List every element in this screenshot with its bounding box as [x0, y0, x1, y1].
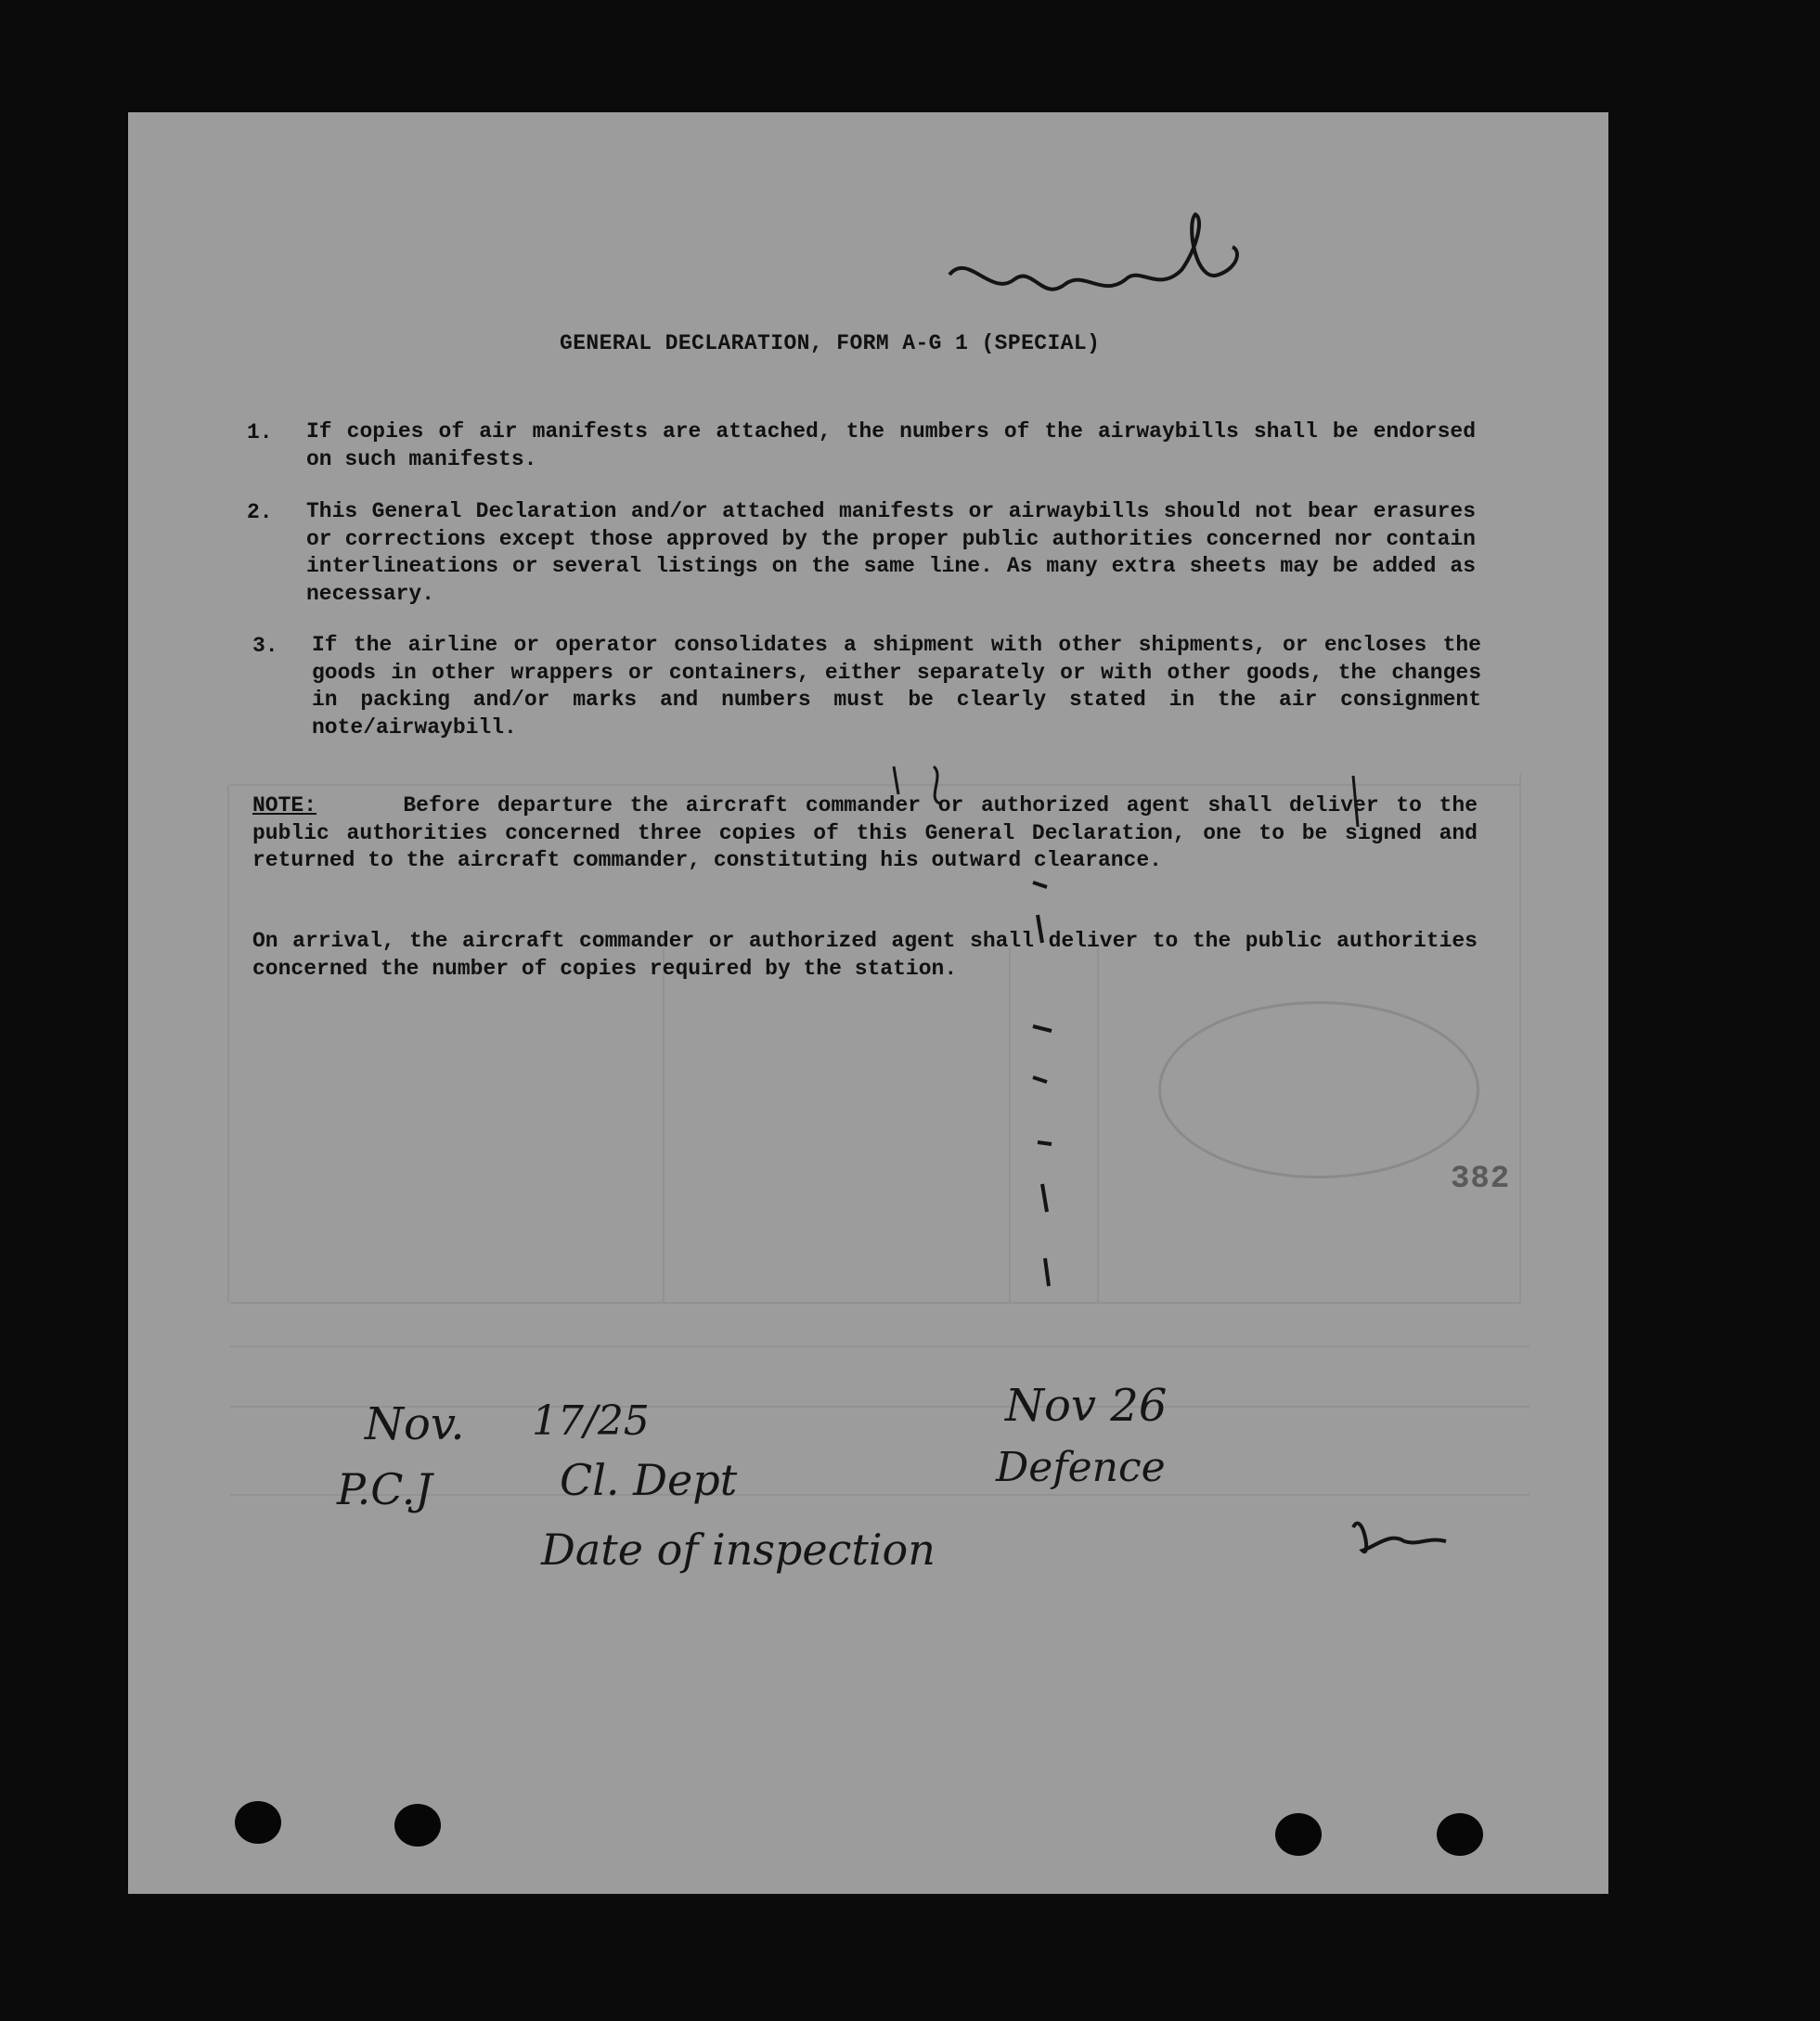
signature-top [949, 214, 1237, 290]
stamp-number: 382 [1451, 1162, 1511, 1197]
note-text: Before departure the aircraft commander or authorized agent shall deliver to the public authorities concerned three copies of this General Declaration, one to be signed and returned to the aircraft commander, constituting his outward clearance. [252, 793, 1478, 872]
item-3-text: If the airline or operator consolidates a shipment with other shipments, or encloses the goods in other wrappers or containers, either separately or with other goods, the changes in packing and/or marks and numbers must be clearly stated in the air consignment note/airwaybill. [312, 633, 1481, 740]
document-page [128, 112, 1608, 1894]
hw-line1-mid: 17/25 [532, 1397, 650, 1445]
note-label: NOTE: [252, 793, 317, 817]
hw-line1-left: Nov. [365, 1398, 465, 1450]
item-1-text: If copies of air manifests are attached, the numbers of the airwaybills shall be endorsed on such manifests. [306, 419, 1476, 471]
item-2-text: This General Declaration and/or attached manifests or airwaybills should not bear erasures or corrections except those approved by the proper public authorities concerned nor contain interlineations or several listings on the same line. As many extra sheets may be added as necessary. [306, 499, 1476, 606]
item-1-number: 1. [247, 420, 273, 444]
handwritten-annotations [128, 112, 1608, 1894]
hw-line2-right: Defence [996, 1444, 1166, 1491]
punch-hole [1275, 1813, 1322, 1856]
punch-hole [235, 1801, 281, 1844]
hw-line3: Date of inspection [541, 1525, 936, 1575]
item-2-number: 2. [247, 500, 273, 524]
item-3-number: 3. [252, 634, 278, 658]
hw-line2-mid: Cl. Dept [560, 1455, 738, 1505]
hw-line1-right: Nov 26 [1005, 1380, 1168, 1432]
punch-hole [1437, 1813, 1483, 1856]
signature-bottom [1353, 1524, 1446, 1552]
punch-hole [394, 1804, 441, 1847]
arrival-text: On arrival, the aircraft commander or authorized agent shall deliver to the public authorities concerned the number of copies required by the station. [252, 929, 1478, 981]
form-title: GENERAL DECLARATION, FORM A-G 1 (SPECIAL) [560, 331, 1101, 355]
hw-line2-left: P.C.J [337, 1464, 432, 1514]
